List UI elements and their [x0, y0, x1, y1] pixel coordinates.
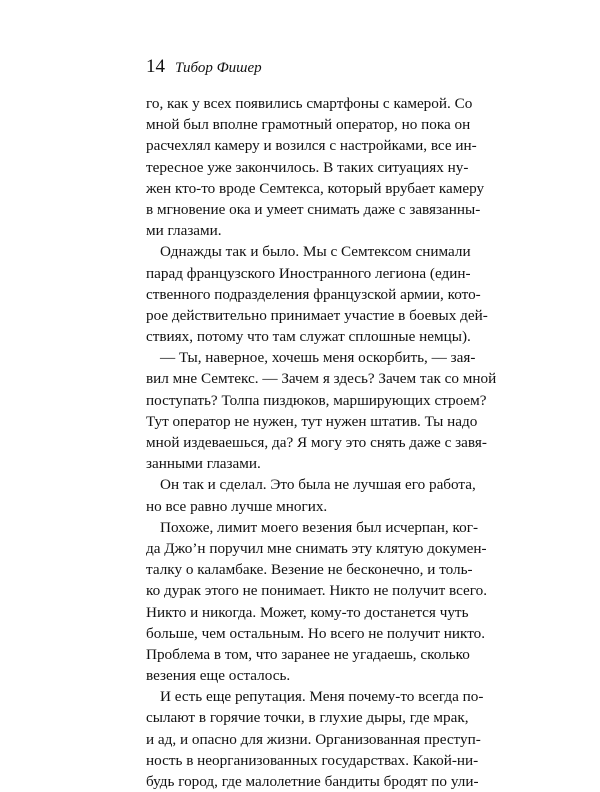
running-title: Тибор Фишер — [175, 60, 262, 76]
text-line: но все равно лучше многих. — [146, 497, 328, 515]
text-line: ность в неорганизованных государствах. Какой-ни- — [146, 751, 479, 769]
text-line: больше, чем остальным. Но всего не получит никто. — [146, 624, 486, 642]
text-line: вил мне Семтекс. — Зачем я здесь? Зачем так со мной — [146, 370, 497, 388]
text-line: жен кто-то вроде Семтекса, который врубает камеру — [146, 179, 485, 197]
text-line: Похоже, лимит моего везения был исчерпан, ког- — [160, 518, 479, 536]
text-line: Проблема в том, что заранее не угадаешь, сколько — [146, 645, 470, 663]
text-line: сылают в горячие точки, в глухие дыры, где мрак, — [146, 709, 469, 727]
text-line: да Джо’н поручил мне снимать эту клятую докумен- — [146, 539, 487, 557]
text-line: в мгновение ока и умеет снимать даже с завязанны- — [146, 200, 481, 218]
page-number: 14 — [146, 56, 165, 77]
text-line: Однажды так и было. Мы с Семтексом снимали — [160, 243, 471, 261]
text-line: Он так и сделал. Это была не лучшая его работа, — [160, 476, 476, 494]
text-line: талку о каламбаке. Везение не бесконечно, и толь- — [146, 561, 473, 579]
text-line: парад французского Иностранного легиона (един- — [146, 264, 471, 282]
text-line: мной был вполне грамотный оператор, но пока он — [146, 116, 471, 134]
text-line: будь город, где малолетние бандиты бродят по ули- — [146, 773, 479, 790]
text-line: ми глазами. — [146, 222, 222, 240]
text-line: ственного подразделения французской армии, кото- — [146, 285, 481, 303]
text-line: рое действительно принимает участие в боевых дей- — [146, 306, 488, 324]
text-line: ствиях, потому что там служат сплошные немцы). — [146, 328, 471, 346]
text-line: — Ты, наверное, хочешь меня оскорбить, — зая- — [160, 349, 476, 367]
text-line: мной издеваешься, да? Я могу это снять даже с завя- — [146, 434, 487, 451]
text-line: тересное уже закончилось. В таких ситуациях ну- — [146, 158, 469, 176]
text-line: ко дурак этого не понимает. Никто не получит всего. — [146, 582, 487, 600]
text-line: занными глазами. — [146, 455, 261, 473]
text-line: Никто и никогда. Может, кому-то достанется чуть — [146, 603, 469, 621]
text-line: Тут оператор не нужен, тут нужен штатив. Ты надо — [146, 412, 478, 430]
page-header — [146, 56, 262, 78]
text-line: поступать? Толпа пиздюков, марширующих строем? — [146, 391, 487, 409]
body-text — [146, 93, 497, 792]
text-line: го, как у всех появились смартфоны с камерой. Со — [146, 95, 473, 112]
text-line: И есть еще репутация. Меня почему-то всегда по- — [160, 688, 484, 706]
text-line: и ад, и опасно для жизни. Организованная преступ- — [146, 730, 481, 748]
text-line: везения еще осталось. — [146, 667, 291, 685]
text-line: расчехлял камеру и возился с настройками, все ин- — [146, 137, 477, 155]
